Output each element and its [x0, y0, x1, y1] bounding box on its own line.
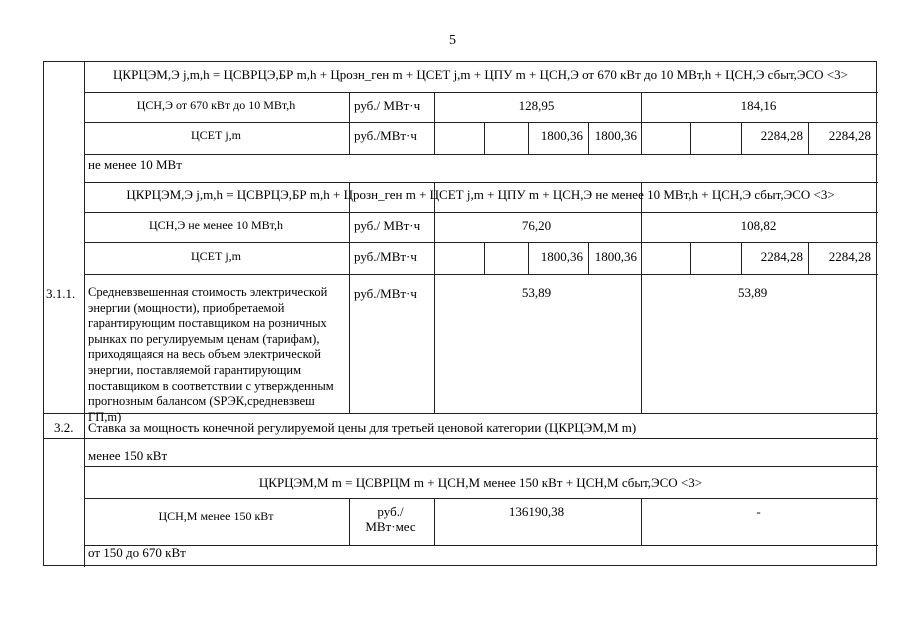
- r4-unit: руб./МВт·ч: [354, 249, 417, 264]
- r5-value-2: 53,89: [738, 285, 768, 300]
- section-not-less-10mw: не менее 10 МВт: [88, 157, 182, 172]
- r3-value-2: 108,82: [740, 218, 777, 233]
- r2-label: ЦСЕТ j,m: [191, 128, 241, 142]
- r4-label: ЦСЕТ j,m: [191, 249, 241, 263]
- r5-line-1: Средневзвешенная стоимость электрической: [88, 285, 328, 299]
- r2-value-1: 1800,36: [540, 128, 583, 143]
- page-number: 5: [449, 33, 456, 48]
- formula-text-2: ЦКРЦЭМ,Э j,m,h = ЦСВРЦЭ,БР m,h + Црозн_ген m + ЦСЕТ j,m + ЦПУ m + ЦСН,Э не менее 10 МВт,h + ЦСН,Э сбыт,ЭСО <3>: [126, 187, 835, 202]
- r5-value-1: 53,89: [521, 285, 552, 300]
- formula-row-less-150kw: [84, 475, 877, 491]
- r6-title: Ставка за мощность конечной регулируемой цены для третьей ценовой категории (ЦКРЦЭМ,М m): [88, 420, 637, 435]
- r3-unit: руб./ МВт·ч: [354, 218, 421, 233]
- r7-label: ЦСН,М менее 150 кВт: [158, 509, 274, 523]
- r1-label: ЦСН,Э от 670 кВт до 10 МВт,h: [136, 98, 296, 112]
- r1-value-1: 128,95: [518, 98, 555, 113]
- r5-line-8: прогнозным балансом (SРЭК,средневзвеш ГП,m): [88, 394, 315, 424]
- r4-value-2: 1800,36: [594, 249, 637, 264]
- r5-description: [88, 285, 346, 425]
- r7-unit-line-2: МВт·мес: [365, 519, 416, 534]
- r2-unit: руб./МВт·ч: [354, 128, 417, 143]
- r4-value-1: 1800,36: [540, 249, 583, 264]
- formula-text: ЦКРЦЭМ,Э j,m,h = ЦСВРЦЭ,БР m,h + Црозн_ген m + ЦСЕТ j,m + ЦПУ m + ЦСН,Э от 670 кВт до 10 МВт,h + ЦСН,Э сбыт,ЭСО <3>: [113, 67, 848, 82]
- r5-line-5: приходящаяся на весь объем электрической: [88, 347, 321, 362]
- r5-line-4: рынках по регулируемым ценам (тарифам),: [88, 331, 320, 346]
- section-less-150kw: менее 150 кВт: [88, 448, 168, 463]
- r3-value-1: 76,20: [521, 218, 552, 233]
- r5-line-6: энергии, поставляемой гарантирующим: [88, 362, 302, 377]
- r5-line-7: поставщиком в соответствии с утвержденным: [88, 378, 334, 393]
- formula-row-670kw-10mw: [84, 67, 877, 83]
- r2-value-3: 2284,28: [760, 128, 803, 143]
- r5-line-2: энергии (мощности), приобретаемой: [88, 300, 285, 315]
- r7-value-1: 136190,38: [508, 504, 565, 519]
- r1-unit: руб./ МВт·ч: [354, 98, 421, 113]
- r2-value-4: 2284,28: [828, 128, 871, 143]
- r4-value-3: 2284,28: [760, 249, 803, 264]
- r6-number: 3.2.: [54, 420, 74, 435]
- formula-text-3: ЦКРЦЭМ,М m = ЦСВРЦМ m + ЦСН,М менее 150 кВт + ЦСН,М сбыт,ЭСО <3>: [258, 475, 703, 490]
- r2-value-2: 1800,36: [594, 128, 637, 143]
- r5-unit: руб./МВт·ч: [354, 286, 417, 301]
- r7-unit: [348, 504, 433, 534]
- formula-row-not-less-10mw: [84, 187, 877, 203]
- r7-value-2: -: [756, 504, 761, 519]
- r5-line-3: гарантирующим поставщиком на розничных: [88, 316, 327, 331]
- r5-number: 3.1.1.: [46, 286, 76, 301]
- r4-value-4: 2284,28: [828, 249, 871, 264]
- r3-label: ЦСН,Э не менее 10 МВт,h: [148, 218, 283, 232]
- section-150-670kw: от 150 до 670 кВт: [88, 545, 186, 560]
- r1-value-2: 184,16: [740, 98, 777, 113]
- r7-unit-line-1: руб./: [377, 504, 404, 519]
